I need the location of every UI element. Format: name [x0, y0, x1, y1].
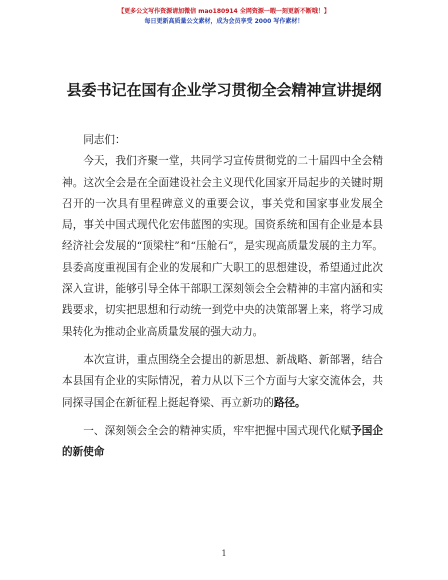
document-body — [62, 130, 383, 463]
greeting: 同志们： — [83, 134, 126, 146]
paragraph-outline-bold-tail: 路径。 — [273, 396, 306, 409]
promo-banner-line-1[interactable]: 【更多公文写作资源请加微信 mao180914 全网资源一暇一刻更新不断哦！】 — [118, 8, 330, 15]
document-title: 县委书记在国有企业学习贯彻全会精神宣讲提纲 — [66, 81, 382, 99]
section-heading-1 — [62, 421, 383, 464]
section-heading-1-bold-tail: 予国企的新使命 — [62, 424, 384, 459]
promo-banner-line-2[interactable]: 每日更新高质量公文素材，成为会员享受 2000 写作素材！ — [144, 18, 304, 25]
promo-banner — [0, 7, 448, 27]
page-number: 1 — [221, 549, 227, 558]
paragraph-outline — [62, 350, 383, 414]
section-heading-1-text: 一、深刻领会全会的精神实质，牢牢把握中国式现代化赋 — [83, 424, 351, 437]
paragraph-opening: 今天，我们齐聚一堂，共同学习宣传贯彻党的二十届四中全会精神。这次全会是在全面建设社会主义现代化国家开局起步的关键时期召开的一次具有里程碑意义的重要会议，事关党和国家事业发展全局，事关中国式现代化宏伟蓝图的实现。国资系统和国有企业是本县经济社会发展的“顶梁柱”和“压舱石”，是实现高质量发展的主力军。县委高度重视国有企业的发展和广大职工的思想建设，希望通过此次深入宣讲，能够引导全体干部职工深刻领会全会精神的丰富内涵和实践要求，切实把思想和行动统一到党中央的决策部署上来，将学习成果转化为推动企业高质量发展的强大动力。 — [62, 155, 383, 338]
paragraph-outline-text: 本次宣讲，重点围绕全会提出的新思想、新战略、新部署，结合本县国有企业的实际情况，着力从以下三个方面与大家交流体会，共同探寻国企在新征程上挺起脊梁、再立新功的 — [62, 353, 383, 409]
